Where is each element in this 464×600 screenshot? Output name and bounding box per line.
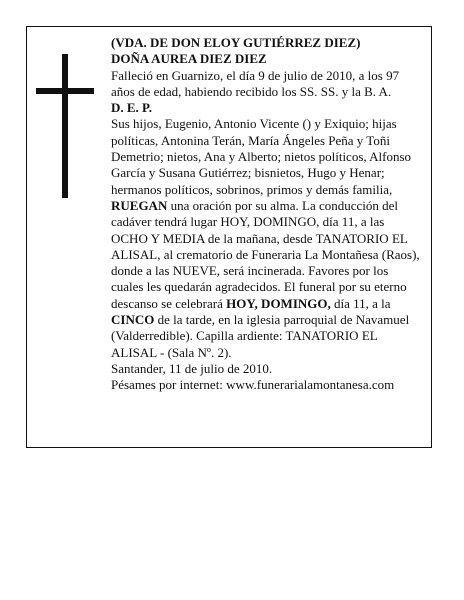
ruegan-label: RUEGAN <box>111 197 168 213</box>
funeral-day: HOY, DOMINGO, <box>226 295 331 311</box>
condolences-line: Pésames por internet: www.funerarialamontanesa.com <box>111 377 395 393</box>
prayer-request-text: una oración por su alma. La conducción del cadáver tendrá lugar HOY, DOMINGO, día 11, a las OCHO Y MEDIA de la mañana, desde TANATORIO EL ALISAL, al crematorio de Funeraria La Montañesa (Raos), donde a las NUEVE, será incinerada. Favores por los cuales les quedarán agradecidos. El funeral por su eterno descanso se celebrará <box>111 197 420 311</box>
notice-body <box>111 35 423 394</box>
family-list: Sus hijos, Eugenio, Antonio Vicente () y Exiquio; hijas políticas, Antonina Terán, María Ángeles Peña y Toñi Demetrio; nietos, Ana y Alberto; nietos políticos, Alfonso García y Susana Gutiérrez; bisnietos, Hugo y Henar; hermanos políticos, sobrinos, primos y demás familia, <box>111 116 412 197</box>
cross-vertical-bar <box>62 54 68 198</box>
widow-line: (VDA. DE DON ELOY GUTIÉRREZ DIEZ) <box>111 35 361 50</box>
cross-icon <box>36 54 94 198</box>
funeral-rest-text: de la tarde, en la iglesia parroquial de Navamuel (Valderredible). Capilla ardiente: TANATORIO EL ALISAL - (Sala Nº. 2). <box>111 312 410 360</box>
cross-horizontal-bar <box>36 88 94 94</box>
place-date: Santander, 11 de julio de 2010. <box>111 360 273 376</box>
death-details: Falleció en Guarnizo, el día 9 de julio de 2010, a los 97 años de edad, habiendo recibido los SS. SS. y la B. A. <box>111 67 400 99</box>
deceased-name: DOÑA AUREA DIEZ DIEZ <box>111 51 267 67</box>
funeral-time: CINCO <box>111 312 155 328</box>
funeral-mid-text: día 11, a la <box>330 295 391 311</box>
rip-line: D. E. P. <box>111 100 153 116</box>
ceremony-paragraph <box>111 198 423 361</box>
